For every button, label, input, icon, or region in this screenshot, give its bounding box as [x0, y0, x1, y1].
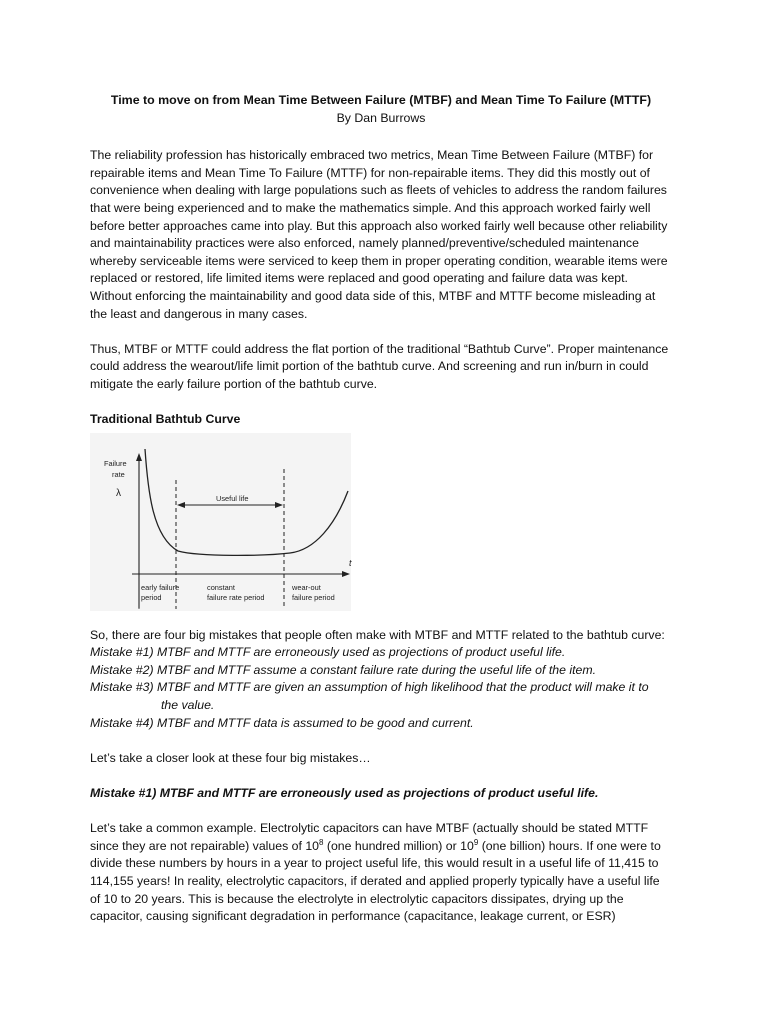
paragraph-bathtub: Thus, MTBF or MTTF could address the flat portion of the traditional “Bathtub Curve”. Proper maintenance could address the wearout/life limit portion of the bathtub curve. And screening and run in/burn in could mitigate the early failure portion of the bathtub curve. — [90, 341, 669, 391]
useful-life-label: Useful life — [216, 493, 249, 503]
mistake-1-heading — [90, 785, 672, 803]
mistakes-intro: So, there are four big mistakes that people often make with MTBF and MTTF related to the bathtub curve: — [90, 627, 665, 642]
region-constant-line2: failure rate period — [207, 592, 265, 602]
paragraph-intro: The reliability profession has historically embraced two metrics, Mean Time Between Failure (MTBF) for repairable items and Mean Time To Failure (MTTF) for non-repairable items. They did this mostly out of convenience when dealing with large populations such as fleets of vehicles to address the random failures that were being experienced and to make the mathematics simple. And this approach worked fairly well before better approaches came into play. But this approach also worked fairly well because other reliability and maintainability practices were also enforced, namely planned/preventive/scheduled maintenance whereby serviceable items were serviced to keep them in proper operating condition, wearable items were replaced or restored, life limited items were replaced and good operating and failure data was kept. Without enforcing the maintainability and good data side of this, MTBF and MTTF become misleading at the least and dangerous in many cases. — [90, 148, 668, 321]
capacitor-text-2: (one hundred million) or 10 — [323, 838, 474, 853]
exponent-8: 8 — [319, 837, 324, 847]
region-early-line2: period — [141, 592, 162, 602]
exponent-9: 9 — [473, 837, 479, 847]
document-title: Time to move on from Mean Time Between Failure (MTBF) and Mean Time To Failure (MTTF) — [110, 93, 652, 107]
y-label-line2: rate — [112, 469, 125, 479]
mistake-1-text: Mistake #1) MTBF and MTTF are erroneously used as projections of product useful life. — [90, 645, 566, 660]
bathtub-curve-figure — [90, 433, 351, 611]
mistake-item-1 — [90, 644, 672, 662]
mistake-item-4 — [90, 715, 672, 733]
mistake-2-text: Mistake #2) MTBF and MTTF assume a constant failure rate during the useful life of the item. — [90, 662, 596, 677]
capacitor-text-1: Let’s take a common example. Electrolytic capacitors can have MTBF (actually should be stated MTTF since they are not repairable) values of 10 — [90, 821, 649, 853]
mistake-3-text: Mistake #3) MTBF and MTTF are given an assumption of high likelihood that the product will make it to — [90, 680, 649, 695]
mistake-1-heading-number: Mistake #1 — [90, 786, 153, 801]
paragraph-capacitors — [90, 820, 672, 926]
closer-look-line: Let’s take a closer look at these four big mistakes… — [90, 750, 371, 765]
document-page — [90, 92, 672, 943]
region-wearout-line1: wear-out — [292, 582, 321, 592]
mistake-1-heading-text: ) MTBF and MTTF are erroneously used as projections of product useful life. — [152, 786, 599, 801]
region-wearout-line2: failure period — [292, 592, 335, 602]
figure-heading: Traditional Bathtub Curve — [90, 412, 241, 427]
mistake-item-2 — [90, 662, 672, 680]
mistake-3-continuation: the value. — [161, 698, 215, 713]
region-constant-line1: constant — [207, 582, 235, 592]
y-label-line1: Failure — [104, 458, 127, 468]
mistake-4-text: Mistake #4) MTBF and MTTF data is assumed to be good and current. — [90, 715, 474, 730]
capacitor-text-3: (one billion) hours. If one were to divide these numbers by hours in a year to project useful life, this would result in a useful life of 11,415 to 114,155 years! In reality, electrolytic capacitors, if derated and applied properly typically have a useful life of 10 to 20 years. This is because the electrolyte in electrolytic capacitors dissipates, drying up the capacitor, causing significant degradation in performance (capacitance, leakage current, or ESR) — [90, 838, 661, 924]
bathtub-curve-chart — [90, 433, 351, 611]
region-early-line1: early failure — [141, 582, 180, 592]
author-byline: By Dan Burrows — [336, 110, 426, 125]
t-axis-symbol: t — [349, 557, 352, 568]
mistake-item-3 — [90, 679, 672, 714]
lambda-symbol: λ — [116, 487, 121, 499]
